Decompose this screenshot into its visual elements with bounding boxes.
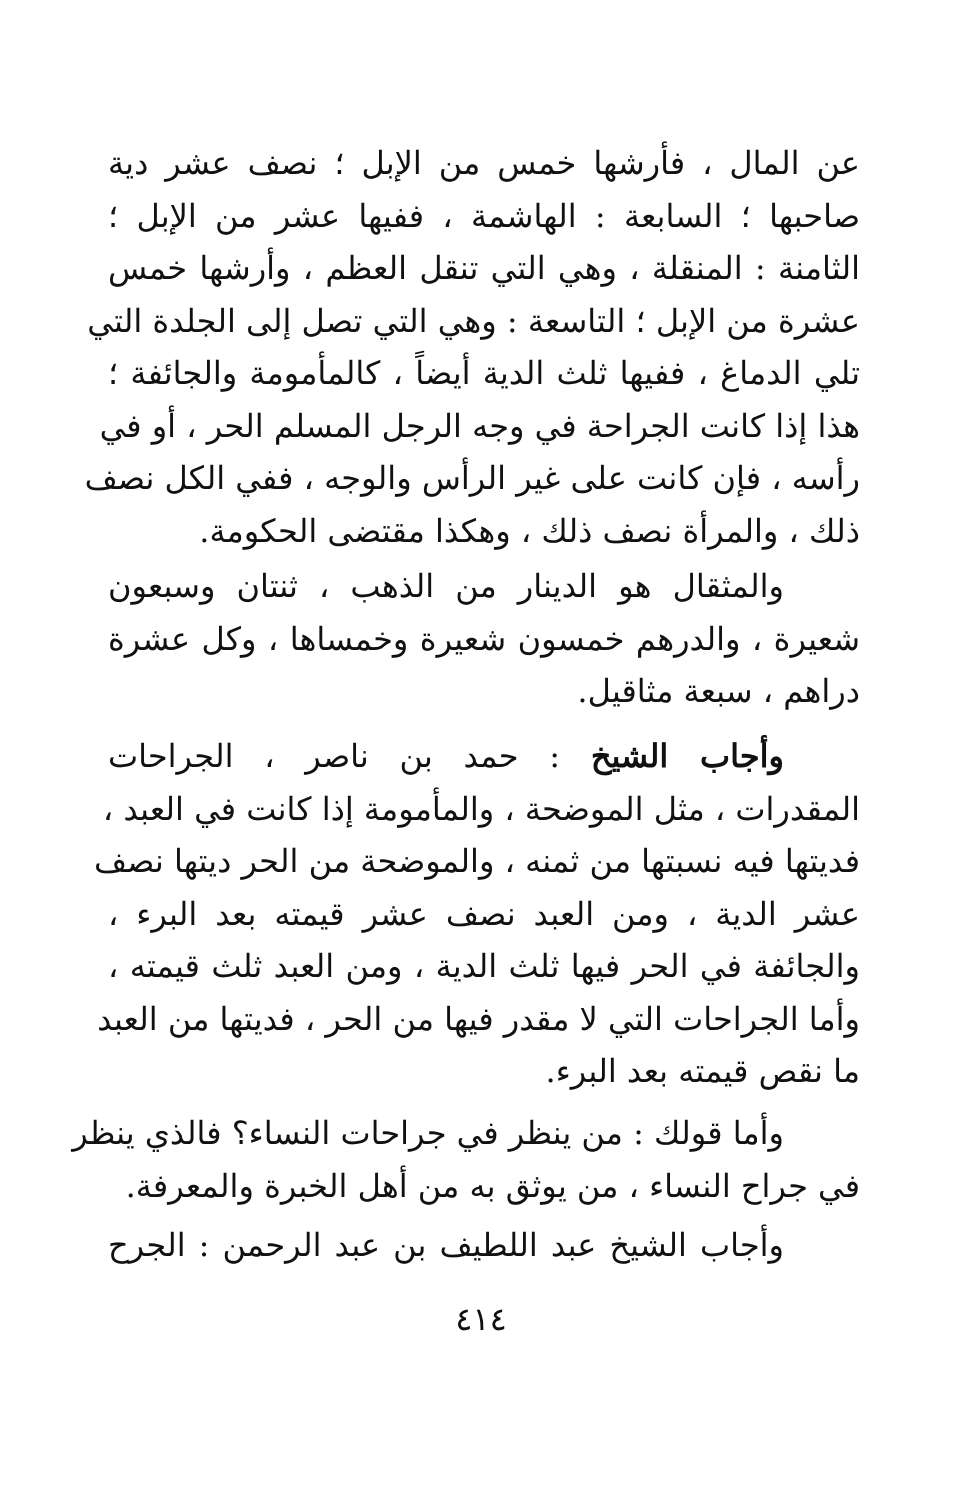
paragraph-2	[108, 560, 860, 718]
page-number: ٤١٤	[455, 1300, 507, 1338]
text-line: شعيرة ، والدرهم خمسون شعيرة وخمساها ، وكل عشرة	[108, 619, 860, 658]
text-line: المقدرات ، مثل الموضحة ، والمأمومة إذا كانت في العبد ،	[102, 789, 860, 828]
paragraph-1	[84, 137, 860, 557]
paragraph-4	[72, 1107, 860, 1212]
text-line: فديتها فيه نسبتها من ثمنه ، والموضحة من الحر ديتها نصف	[94, 842, 860, 880]
text-line: والجائفة في الحر فيها ثلث الدية ، ومن العبد ثلث قيمته ،	[108, 947, 860, 985]
text-line	[108, 730, 860, 783]
text-line: صاحبها ؛ السابعة : الهاشمة ، ففيها عشر من الإبل ؛	[108, 196, 860, 235]
paragraph-3	[94, 730, 861, 1098]
text-line: وأما قولك : من ينظر في جراحات النساء؟ فالذي ينظر	[72, 1114, 784, 1152]
text-line: والمثقال هو الدينار من الذهب ، ثنتان وسبعون	[108, 567, 784, 605]
text-line: هذا إذا كانت الجراحة في وجه الرجل المسلم الحر ، أو في	[99, 406, 860, 445]
text-line: ما نقص قيمته بعد البرء.	[545, 1052, 860, 1090]
text-line: الثامنة : المنقلة ، وهي التي تنقل العظم ، وأرشها خمس	[108, 249, 860, 287]
sheikh-heading: وأجاب الشيخ	[590, 737, 785, 775]
text-line: عشر الدية ، ومن العبد نصف عشر قيمته بعد البرء ،	[108, 894, 861, 933]
text-line: رأسه ، فإن كانت على غير الرأس والوجه ، ففي الكل نصف	[84, 459, 860, 497]
text-line: تلي الدماغ ، ففيها ثلث الدية أيضاً ، كالمأمومة والجائفة ؛	[108, 354, 860, 392]
text-line: وأما الجراحات التي لا مقدر فيها من الحر ، فديتها من العبد	[97, 999, 860, 1038]
paragraph-5	[108, 1219, 860, 1272]
text-line: دراهم ، سبعة مثاقيل.	[577, 672, 860, 710]
text-run: : حمد بن ناصر ، الجراحات	[108, 737, 591, 775]
text-line: وأجاب الشيخ عبد اللطيف بن عبد الرحمن : الجرح	[108, 1226, 784, 1264]
text-line: في جراح النساء ، من يوثق به من أهل الخبرة والمعرفة.	[125, 1166, 860, 1205]
text-line: عن المال ، فأرشها خمس من الإبل ؛ نصف عشر دية	[108, 144, 860, 182]
text-line: ذلك ، والمرأة نصف ذلك ، وهكذا مقتضى الحكومة.	[199, 511, 860, 550]
text-line: عشرة من الإبل ؛ التاسعة : وهي التي تصل إلى الجلدة التي	[87, 301, 860, 340]
